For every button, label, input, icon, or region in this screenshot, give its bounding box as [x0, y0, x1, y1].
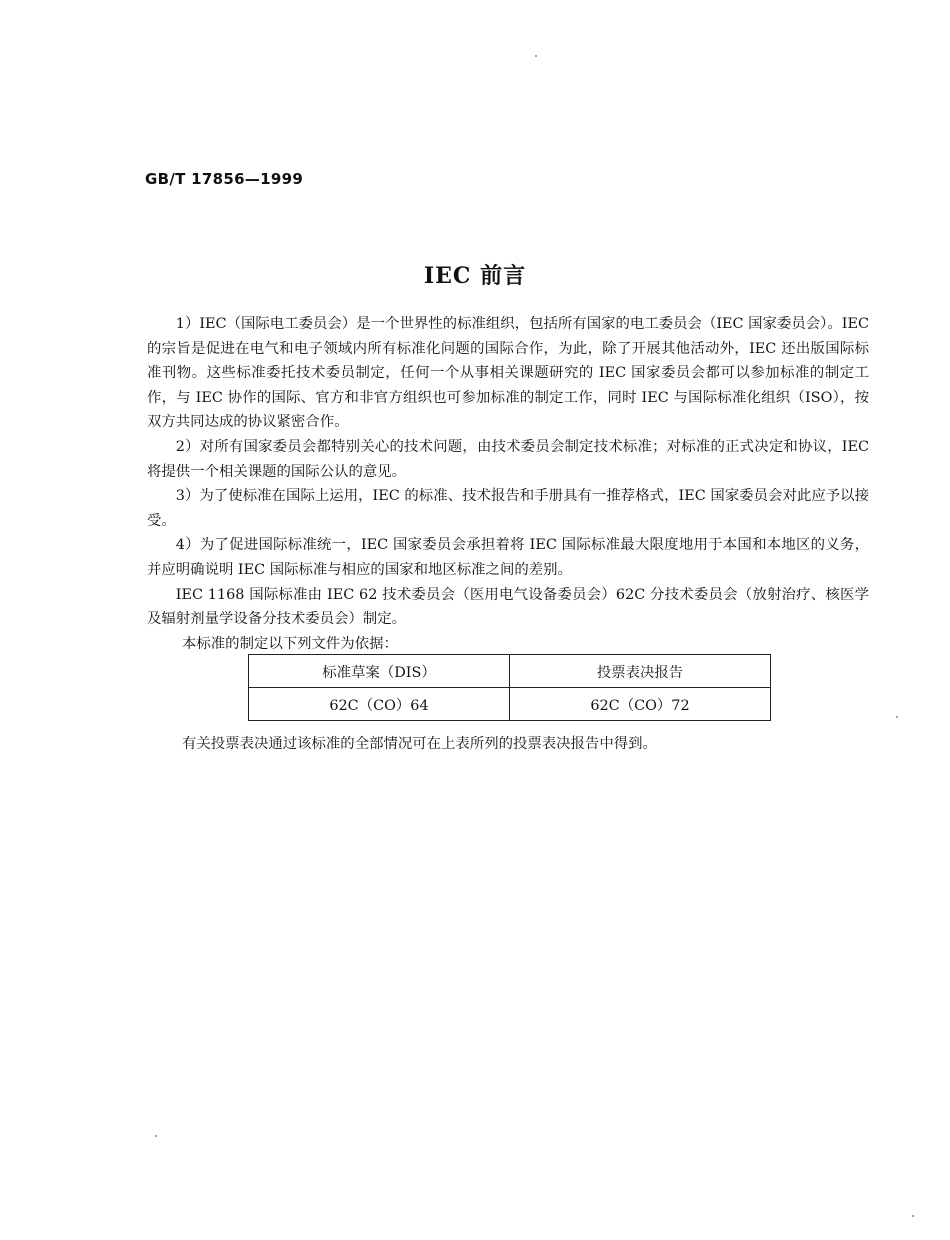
paragraph-5: IEC 1168 国际标准由 IEC 62 技术委员会（医用电气设备委员会）62C 分技术委员会（放射治疗、核医学及辐射剂量学设备分技术委员会）制定。: [147, 586, 869, 628]
cell-vote-report: 62C（CO）72: [510, 688, 771, 721]
scan-speck: [535, 55, 537, 57]
paragraph-1: 1）IEC（国际电工委员会）是一个世界性的标准组织，包括所有国家的电工委员会（IEC 国家委员会）。IEC 的宗旨是促进在电气和电子领域内所有标准化问题的国际合作，为此，除了开展其他活动外，IEC 还出版国际标准刊物。这些标准委托技术委员制定，任何一个从事相关课题研究的 IEC 国家委员会都可以参加标准的制定工作，与 IEC 协作的国际、官方和非官方组织也可参加标准的制定工作，同时 IEC 与国际标准化组织（ISO），按双方共同达成的协议紧密合作。: [147, 316, 869, 431]
paragraph-2: 2）对所有国家委员会都特别关心的技术问题，由技术委员会制定技术标准；对标准的正式决定和协议，IEC 将提供一个相关课题的国际公认的意见。: [147, 438, 869, 480]
table-header-row: [249, 655, 771, 688]
closing-note: 有关投票表决通过该标准的全部情况可在上表所列的投票表决报告中得到。: [182, 736, 657, 752]
table-row: [249, 688, 771, 721]
paragraph-4: 4）为了促进国际标准统一，IEC 国家委员会承担着将 IEC 国际标准最大限度地用于本国和本地区的义务，并应明确说明 IEC 国际标准与相应的国家和地区标准之间的差别。: [147, 537, 869, 578]
header-vote-report: 投票表决报告: [510, 655, 771, 688]
paragraph-3: 3）为了使标准在国际上运用，IEC 的标准、技术报告和手册具有一推荐格式，IEC 国家委员会对此应予以接受。: [147, 488, 869, 529]
header-dis: 标准草案（DIS）: [249, 655, 510, 688]
cell-dis: 62C（CO）64: [249, 688, 510, 721]
scan-speck: [896, 716, 898, 718]
foreword-body: [147, 312, 869, 632]
scan-speck: [912, 1215, 914, 1217]
basis-intro: 本标准的制定以下列文件为依据：: [182, 636, 398, 652]
standard-number: GB/T 17856—1999: [145, 170, 304, 188]
page-title: IEC 前言: [423, 263, 527, 289]
scan-speck: [155, 1135, 157, 1137]
voting-table: [248, 654, 771, 721]
